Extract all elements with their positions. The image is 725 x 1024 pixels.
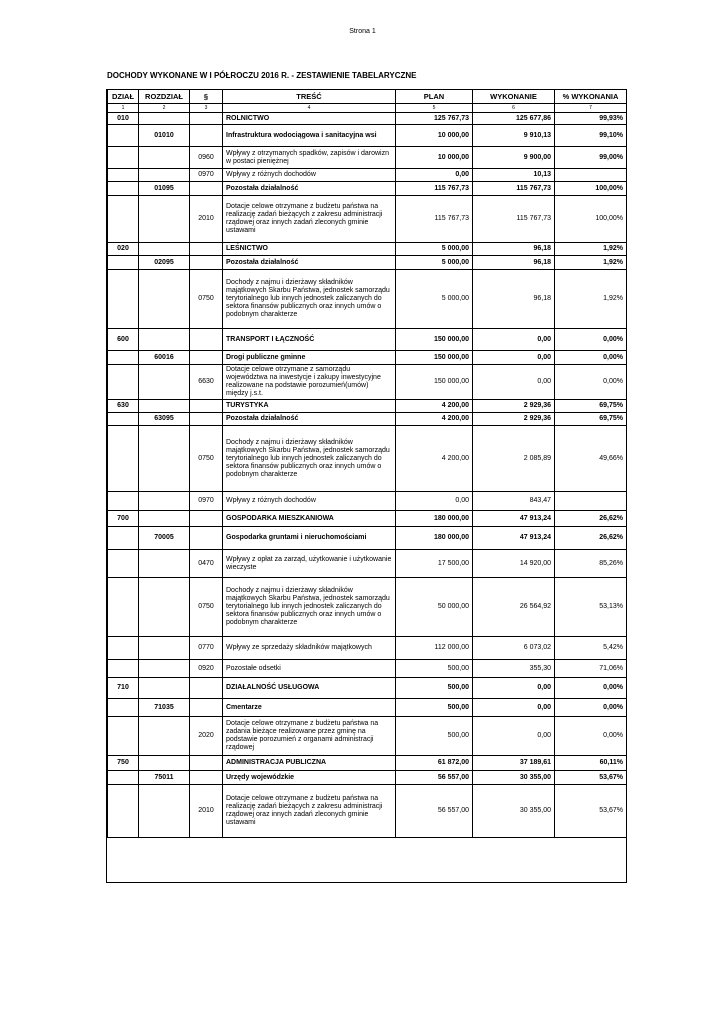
plan-cell: 500,00 xyxy=(396,699,473,717)
table-row xyxy=(108,169,627,182)
description-cell: Wpływy z opłat za zarząd, użytkowanie i użytkowanie wieczyste xyxy=(223,550,396,578)
wykonanie-cell: 30 355,00 xyxy=(473,771,555,785)
rozdzial-cell xyxy=(139,511,190,527)
wykonanie-cell: 0,00 xyxy=(473,329,555,351)
plan-cell: 10 000,00 xyxy=(396,125,473,147)
table-header-row xyxy=(108,90,627,104)
column-number: 3 xyxy=(190,104,223,113)
header-cell: TREŚĆ xyxy=(223,90,396,104)
rozdzial-cell xyxy=(139,169,190,182)
paragraph-cell: 2010 xyxy=(190,196,223,243)
percent-cell: 99,00% xyxy=(555,147,627,169)
column-number: 5 xyxy=(396,104,473,113)
paragraph-cell: 0470 xyxy=(190,550,223,578)
table-row xyxy=(108,351,627,365)
rozdzial-cell xyxy=(139,660,190,678)
dzial-cell xyxy=(108,351,139,365)
paragraph-cell: 0970 xyxy=(190,492,223,511)
rozdzial-cell xyxy=(139,637,190,660)
paragraph-cell xyxy=(190,125,223,147)
paragraph-cell xyxy=(190,699,223,717)
table-row xyxy=(108,717,627,756)
column-number-row xyxy=(108,104,627,113)
description-cell: Wpływy z różnych dochodów xyxy=(223,492,396,511)
table-row xyxy=(108,426,627,492)
dzial-cell: 020 xyxy=(108,243,139,256)
wykonanie-cell: 14 920,00 xyxy=(473,550,555,578)
rozdzial-cell xyxy=(139,270,190,329)
paragraph-cell: 0770 xyxy=(190,637,223,660)
wykonanie-cell: 0,00 xyxy=(473,699,555,717)
wykonanie-cell: 9 900,00 xyxy=(473,147,555,169)
percent-cell: 0,00% xyxy=(555,699,627,717)
percent-cell: 53,67% xyxy=(555,771,627,785)
plan-cell: 56 557,00 xyxy=(396,771,473,785)
wykonanie-cell: 6 073,02 xyxy=(473,637,555,660)
description-cell: DZIAŁALNOŚĆ USŁUGOWA xyxy=(223,678,396,699)
dzial-cell xyxy=(108,413,139,426)
wykonanie-cell: 47 913,24 xyxy=(473,511,555,527)
dzial-cell xyxy=(108,182,139,196)
percent-cell xyxy=(555,492,627,511)
wykonanie-cell: 0,00 xyxy=(473,678,555,699)
paragraph-cell xyxy=(190,511,223,527)
dzial-cell xyxy=(108,637,139,660)
table-row xyxy=(108,637,627,660)
column-number: 7 xyxy=(555,104,627,113)
percent-cell: 100,00% xyxy=(555,182,627,196)
dzial-cell: 010 xyxy=(108,113,139,125)
rozdzial-cell xyxy=(139,717,190,756)
column-number: 1 xyxy=(108,104,139,113)
plan-cell: 4 200,00 xyxy=(396,426,473,492)
paragraph-cell xyxy=(190,756,223,771)
description-cell: Infrastruktura wodociągowa i sanitacyjna wsi xyxy=(223,125,396,147)
dzial-cell xyxy=(108,660,139,678)
rozdzial-cell xyxy=(139,678,190,699)
rozdzial-cell: 02095 xyxy=(139,256,190,270)
description-cell: ROLNICTWO xyxy=(223,113,396,125)
paragraph-cell xyxy=(190,771,223,785)
plan-cell: 5 000,00 xyxy=(396,256,473,270)
wykonanie-cell: 0,00 xyxy=(473,365,555,400)
column-number: 4 xyxy=(223,104,396,113)
rozdzial-cell xyxy=(139,147,190,169)
table-row xyxy=(108,147,627,169)
dzial-cell xyxy=(108,699,139,717)
table-row xyxy=(108,400,627,413)
percent-cell: 26,62% xyxy=(555,511,627,527)
table-row xyxy=(108,511,627,527)
percent-cell: 85,26% xyxy=(555,550,627,578)
dzial-cell xyxy=(108,550,139,578)
wykonanie-cell: 0,00 xyxy=(473,351,555,365)
description-cell: GOSPODARKA MIESZKANIOWA xyxy=(223,511,396,527)
plan-cell: 115 767,73 xyxy=(396,182,473,196)
dzial-cell xyxy=(108,125,139,147)
description-cell: Wpływy z różnych dochodów xyxy=(223,169,396,182)
description-cell: Pozostała działalność xyxy=(223,256,396,270)
plan-cell: 115 767,73 xyxy=(396,196,473,243)
dzial-cell xyxy=(108,256,139,270)
table-row xyxy=(108,660,627,678)
paragraph-cell xyxy=(190,351,223,365)
dzial-cell: 630 xyxy=(108,400,139,413)
wykonanie-cell: 47 913,24 xyxy=(473,527,555,550)
percent-cell: 53,67% xyxy=(555,785,627,838)
paragraph-cell xyxy=(190,400,223,413)
rozdzial-cell xyxy=(139,329,190,351)
dzial-cell xyxy=(108,147,139,169)
revenue-table xyxy=(107,89,627,838)
wykonanie-cell: 843,47 xyxy=(473,492,555,511)
percent-cell: 0,00% xyxy=(555,678,627,699)
dzial-cell xyxy=(108,169,139,182)
table-row xyxy=(108,125,627,147)
percent-cell: 99,10% xyxy=(555,125,627,147)
column-number: 6 xyxy=(473,104,555,113)
percent-cell: 0,00% xyxy=(555,329,627,351)
description-cell: TRANSPORT I ŁĄCZNOŚĆ xyxy=(223,329,396,351)
dzial-cell: 600 xyxy=(108,329,139,351)
paragraph-cell xyxy=(190,182,223,196)
rozdzial-cell xyxy=(139,756,190,771)
description-cell: LEŚNICTWO xyxy=(223,243,396,256)
wykonanie-cell: 37 189,61 xyxy=(473,756,555,771)
dzial-cell: 750 xyxy=(108,756,139,771)
rozdzial-cell xyxy=(139,365,190,400)
description-cell: Gospodarka gruntami i nieruchomościami xyxy=(223,527,396,550)
percent-cell: 1,92% xyxy=(555,256,627,270)
wykonanie-cell: 9 910,13 xyxy=(473,125,555,147)
percent-cell: 100,00% xyxy=(555,196,627,243)
dzial-cell xyxy=(108,717,139,756)
description-cell: Wpływy z otrzymanych spadków, zapisów i darowizn w postaci pieniężnej xyxy=(223,147,396,169)
percent-cell: 26,62% xyxy=(555,527,627,550)
dzial-cell xyxy=(108,196,139,243)
plan-cell: 112 000,00 xyxy=(396,637,473,660)
percent-cell: 0,00% xyxy=(555,351,627,365)
table-row xyxy=(108,699,627,717)
paragraph-cell xyxy=(190,678,223,699)
dzial-cell xyxy=(108,365,139,400)
dzial-cell xyxy=(108,578,139,637)
plan-cell: 180 000,00 xyxy=(396,527,473,550)
description-cell: ADMINISTRACJA PUBLICZNA xyxy=(223,756,396,771)
paragraph-cell xyxy=(190,256,223,270)
plan-cell: 150 000,00 xyxy=(396,329,473,351)
rozdzial-cell xyxy=(139,196,190,243)
plan-cell: 125 767,73 xyxy=(396,113,473,125)
rozdzial-cell: 70005 xyxy=(139,527,190,550)
wykonanie-cell: 96,18 xyxy=(473,243,555,256)
table-row xyxy=(108,243,627,256)
paragraph-cell xyxy=(190,413,223,426)
description-cell: Drogi publiczne gminne xyxy=(223,351,396,365)
header-cell: ROZDZIAŁ xyxy=(139,90,190,104)
table-row xyxy=(108,196,627,243)
paragraph-cell: 0970 xyxy=(190,169,223,182)
header-cell: DZIAŁ xyxy=(108,90,139,104)
table-row xyxy=(108,785,627,838)
wykonanie-cell: 2 085,89 xyxy=(473,426,555,492)
wykonanie-cell: 2 929,36 xyxy=(473,413,555,426)
plan-cell: 4 200,00 xyxy=(396,400,473,413)
percent-cell: 60,11% xyxy=(555,756,627,771)
wykonanie-cell: 355,30 xyxy=(473,660,555,678)
dzial-cell xyxy=(108,771,139,785)
wykonanie-cell: 115 767,73 xyxy=(473,196,555,243)
dzial-cell xyxy=(108,270,139,329)
table-row xyxy=(108,578,627,637)
description-cell: Dochody z najmu i dzierżawy składników majątkowych Skarbu Państwa, jednostek samorządu terytorialnego lub innych jednostek zaliczanych do sektora finansów publicznych oraz innych umów o podobnym charakterze xyxy=(223,426,396,492)
wykonanie-cell: 2 929,36 xyxy=(473,400,555,413)
plan-cell: 5 000,00 xyxy=(396,270,473,329)
page-label: Strona 1 xyxy=(349,28,376,35)
wykonanie-cell: 10,13 xyxy=(473,169,555,182)
percent-cell: 53,13% xyxy=(555,578,627,637)
description-cell: Wpływy ze sprzedaży składników majątkowych xyxy=(223,637,396,660)
plan-cell: 0,00 xyxy=(396,169,473,182)
table-row xyxy=(108,771,627,785)
percent-cell xyxy=(555,169,627,182)
paragraph-cell: 0920 xyxy=(190,660,223,678)
table-row xyxy=(108,678,627,699)
wykonanie-cell: 96,18 xyxy=(473,256,555,270)
description-cell: Dotacje celowe otrzymane z budżetu państwa na realizację zadań bieżących z zakresu administracji rządowej oraz innych zadań zleconych gminie ustawami xyxy=(223,785,396,838)
dzial-cell: 700 xyxy=(108,511,139,527)
table-row xyxy=(108,527,627,550)
percent-cell: 0,00% xyxy=(555,365,627,400)
paragraph-cell: 2010 xyxy=(190,785,223,838)
description-cell: Dotacje celowe otrzymane z budżetu państwa na realizację zadań bieżących z zakresu administracji rządowej oraz innych zadań zleconych gminie ustawami xyxy=(223,196,396,243)
wykonanie-cell: 30 355,00 xyxy=(473,785,555,838)
dzial-cell xyxy=(108,785,139,838)
rozdzial-cell xyxy=(139,400,190,413)
description-cell: TURYSTYKA xyxy=(223,400,396,413)
wykonanie-cell: 26 564,92 xyxy=(473,578,555,637)
percent-cell: 71,06% xyxy=(555,660,627,678)
table-row xyxy=(108,182,627,196)
rozdzial-cell: 01010 xyxy=(139,125,190,147)
paragraph-cell xyxy=(190,113,223,125)
plan-cell: 10 000,00 xyxy=(396,147,473,169)
description-cell: Dotacje celowe otrzymane z budżetu państwa na zadania bieżące realizowane przez gminę na podstawie porozumień z organami administracji rządowej xyxy=(223,717,396,756)
header-cell: PLAN xyxy=(396,90,473,104)
percent-cell: 5,42% xyxy=(555,637,627,660)
rozdzial-cell xyxy=(139,492,190,511)
dzial-cell xyxy=(108,426,139,492)
paragraph-cell xyxy=(190,527,223,550)
percent-cell: 1,92% xyxy=(555,243,627,256)
paragraph-cell xyxy=(190,329,223,351)
table-row xyxy=(108,550,627,578)
table-row xyxy=(108,365,627,400)
table-row xyxy=(108,413,627,426)
description-cell: Cmentarze xyxy=(223,699,396,717)
description-cell: Urzędy wojewódzkie xyxy=(223,771,396,785)
plan-cell: 5 000,00 xyxy=(396,243,473,256)
rozdzial-cell: 71035 xyxy=(139,699,190,717)
table-row xyxy=(108,756,627,771)
percent-cell: 69,75% xyxy=(555,400,627,413)
column-number: 2 xyxy=(139,104,190,113)
paragraph-cell: 0750 xyxy=(190,578,223,637)
percent-cell: 69,75% xyxy=(555,413,627,426)
wykonanie-cell: 115 767,73 xyxy=(473,182,555,196)
description-cell: Pozostała działalność xyxy=(223,413,396,426)
table-row xyxy=(108,329,627,351)
table-row xyxy=(108,256,627,270)
rozdzial-cell: 60016 xyxy=(139,351,190,365)
rozdzial-cell: 63095 xyxy=(139,413,190,426)
dzial-cell xyxy=(108,527,139,550)
plan-cell: 500,00 xyxy=(396,660,473,678)
rozdzial-cell xyxy=(139,550,190,578)
document-title: DOCHODY WYKONANE W I PÓŁROCZU 2016 R. - ZESTAWIENIE TABELARYCZNE xyxy=(107,71,417,80)
percent-cell: 49,66% xyxy=(555,426,627,492)
table-row xyxy=(108,492,627,511)
paragraph-cell: 0750 xyxy=(190,426,223,492)
percent-cell: 99,93% xyxy=(555,113,627,125)
paragraph-cell: 0960 xyxy=(190,147,223,169)
plan-cell: 500,00 xyxy=(396,717,473,756)
wykonanie-cell: 96,18 xyxy=(473,270,555,329)
description-cell: Pozostała działalność xyxy=(223,182,396,196)
description-cell: Pozostałe odsetki xyxy=(223,660,396,678)
header-cell: § xyxy=(190,90,223,104)
paragraph-cell xyxy=(190,243,223,256)
plan-cell: 50 000,00 xyxy=(396,578,473,637)
rozdzial-cell: 75011 xyxy=(139,771,190,785)
description-cell: Dochody z najmu i dzierżawy składników majątkowych Skarbu Państwa, jednostek samorządu terytorialnego lub innych jednostek zaliczanych do sektora finansów publicznych oraz innych umów o podobnym charakterze xyxy=(223,270,396,329)
plan-cell: 4 200,00 xyxy=(396,413,473,426)
rozdzial-cell xyxy=(139,113,190,125)
wykonanie-cell: 0,00 xyxy=(473,717,555,756)
plan-cell: 56 557,00 xyxy=(396,785,473,838)
plan-cell: 180 000,00 xyxy=(396,511,473,527)
header-cell: WYKONANIE xyxy=(473,90,555,104)
plan-cell: 500,00 xyxy=(396,678,473,699)
description-cell: Dotacje celowe otrzymane z samorządu województwa na inwestycje i zakupy inwestycyjne realizowane na podstawie porozumień(umów) między j.s.t. xyxy=(223,365,396,400)
paragraph-cell: 6630 xyxy=(190,365,223,400)
description-cell: Dochody z najmu i dzierżawy składników majątkowych Skarbu Państwa, jednostek samorządu terytorialnego lub innych jednostek zaliczanych do sektora finansów publicznych oraz innych umów o podobnym charakterze xyxy=(223,578,396,637)
rozdzial-cell xyxy=(139,578,190,637)
plan-cell: 17 500,00 xyxy=(396,550,473,578)
rozdzial-cell xyxy=(139,243,190,256)
rozdzial-cell xyxy=(139,785,190,838)
paragraph-cell: 2020 xyxy=(190,717,223,756)
rozdzial-cell xyxy=(139,426,190,492)
rozdzial-cell: 01095 xyxy=(139,182,190,196)
wykonanie-cell: 125 677,86 xyxy=(473,113,555,125)
header-cell: % WYKONANIA xyxy=(555,90,627,104)
dzial-cell xyxy=(108,492,139,511)
plan-cell: 61 872,00 xyxy=(396,756,473,771)
table-row xyxy=(108,270,627,329)
plan-cell: 0,00 xyxy=(396,492,473,511)
plan-cell: 150 000,00 xyxy=(396,351,473,365)
table-row xyxy=(108,113,627,125)
dzial-cell: 710 xyxy=(108,678,139,699)
paragraph-cell: 0750 xyxy=(190,270,223,329)
percent-cell: 0,00% xyxy=(555,717,627,756)
plan-cell: 150 000,00 xyxy=(396,365,473,400)
percent-cell: 1,92% xyxy=(555,270,627,329)
